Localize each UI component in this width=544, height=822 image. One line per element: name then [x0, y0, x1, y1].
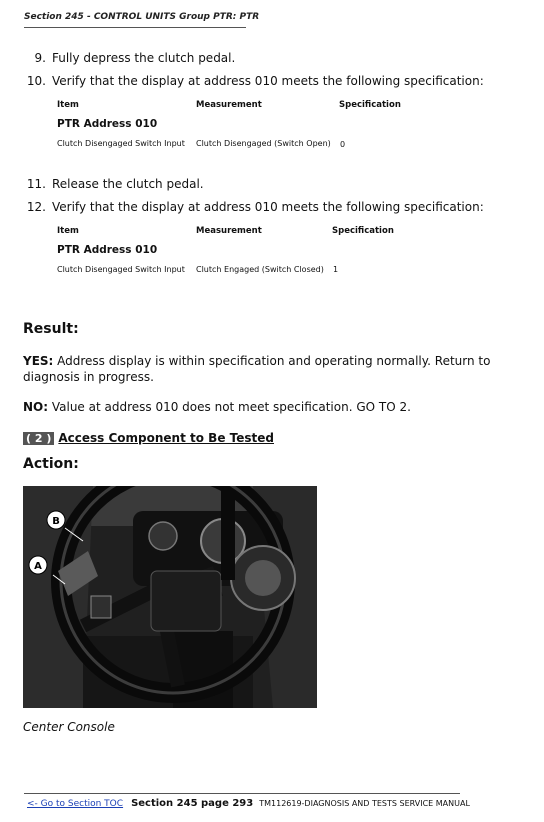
- result-yes: [23, 353, 523, 385]
- yes-label: YES:: [23, 354, 54, 368]
- table1-header-specification: Specification: [339, 100, 401, 110]
- table2-header-measurement: Measurement: [196, 226, 262, 236]
- result-no: [23, 399, 523, 415]
- go-to-section-toc-link[interactable]: <- Go to Section TOC: [27, 799, 124, 809]
- step-number: 12.: [26, 200, 46, 214]
- table1-cell-measurement: Clutch Disengaged (Switch Open): [196, 139, 331, 148]
- console-illustration: [23, 486, 317, 708]
- step-12: [24, 200, 484, 214]
- step-number: 9.: [34, 51, 46, 65]
- step-11: [24, 177, 204, 191]
- no-text: Value at address 010 does not meet specification. GO TO 2.: [48, 400, 411, 414]
- step-number: 10.: [26, 74, 46, 88]
- header-divider: [24, 27, 246, 28]
- step2-badge: ( 2 ): [23, 432, 54, 445]
- table2-header-specification: Specification: [332, 226, 394, 236]
- table1-cell-spec: 0: [340, 140, 346, 149]
- action-heading: Action:: [23, 456, 79, 472]
- yes-text: Address display is within specification and operating normally. Return to diagnosis in progress.: [23, 354, 491, 384]
- step2-heading: [23, 427, 274, 446]
- table1-header-measurement: Measurement: [196, 100, 262, 110]
- step-text: Verify that the display at address 010 meets the following specification:: [52, 200, 484, 214]
- step-number: 11.: [26, 177, 46, 191]
- step-text: Release the clutch pedal.: [52, 177, 204, 191]
- center-console-photo: [23, 486, 317, 708]
- step-9: [24, 51, 235, 65]
- callout-a: A: [34, 561, 42, 572]
- result-heading: Result:: [23, 321, 79, 337]
- step-text: Fully depress the clutch pedal.: [52, 51, 236, 65]
- no-label: NO:: [23, 400, 49, 414]
- table1-cell-item: Clutch Disengaged Switch Input: [57, 139, 185, 148]
- table1-header-item: Item: [57, 100, 79, 110]
- table2-group-title: PTR Address 010: [57, 244, 158, 256]
- section-page-label: Section 245 page 293: [131, 798, 254, 809]
- manual-title: TM112619-DIAGNOSIS AND TESTS SERVICE MANUAL: [259, 799, 470, 808]
- step2-title-link[interactable]: Access Component to Be Tested: [58, 431, 274, 445]
- table2-cell-spec: 1: [333, 265, 339, 274]
- table2-header-item: Item: [57, 226, 79, 236]
- step-10: [24, 74, 484, 88]
- table2-cell-measurement: Clutch Engaged (Switch Closed): [196, 265, 324, 274]
- table2-cell-item: Clutch Disengaged Switch Input: [57, 265, 185, 274]
- footer-divider: [24, 793, 460, 794]
- photo-caption: Center Console: [23, 720, 115, 734]
- section-header: Section 245 - CONTROL UNITS Group PTR: PTR: [24, 12, 260, 22]
- callout-b: B: [52, 516, 60, 527]
- table1-group-title: PTR Address 010: [57, 118, 158, 130]
- page-footer: [27, 798, 470, 809]
- step-text: Verify that the display at address 010 meets the following specification:: [52, 74, 484, 88]
